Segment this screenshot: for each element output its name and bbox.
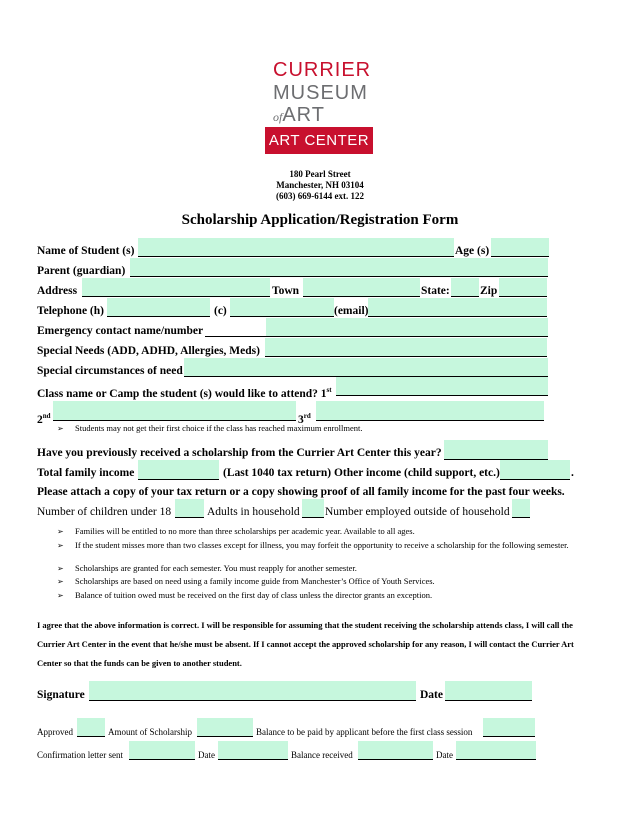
student-name-field[interactable] <box>138 238 454 257</box>
children-field[interactable] <box>175 499 204 518</box>
balance-received-field[interactable] <box>358 741 433 760</box>
telephone-label: Telephone (h) <box>37 305 104 317</box>
logo-museum: MUSEUM <box>273 82 368 104</box>
emergency-underline <box>205 335 266 337</box>
address-field[interactable] <box>82 278 270 297</box>
approved-label: Approved <box>37 727 73 737</box>
arrow-bullet-icon: ➢ <box>57 527 64 536</box>
third-sup: rd <box>303 412 311 420</box>
date2-field[interactable] <box>456 741 536 760</box>
second-label <box>37 409 51 427</box>
agreement-paragraph: I agree that the above information is correct. I will be responsible for assuming that the student receiving the scholarship attends class, I will call the Currier Art Center in the event that he/she must be absent. If I cannot accept the approved scholarship for any reason, I will contact the Currier Art Center so that the funds can be given to another student. <box>37 620 574 668</box>
class-second-field[interactable] <box>53 401 296 421</box>
cell-label: (c) <box>214 305 227 317</box>
first-sup: st <box>326 386 332 394</box>
other-income-field[interactable] <box>500 460 570 480</box>
total-income-field[interactable] <box>138 460 219 480</box>
balance-received-label: Balance received <box>291 750 353 760</box>
town-field[interactable] <box>303 278 420 297</box>
address-street: 180 Pearl Street <box>289 169 351 179</box>
special-circ-field[interactable] <box>184 358 548 377</box>
second-text: 2 <box>37 413 43 426</box>
parent-field[interactable] <box>130 258 548 277</box>
arrow-bullet-icon: ➢ <box>57 591 64 600</box>
special-needs-field[interactable] <box>265 338 547 357</box>
employed-field[interactable] <box>512 499 530 518</box>
policy-item: Balance of tuition owed must be received on the first day of class unless the director grants an exception. <box>75 590 433 600</box>
attach-copy-label: Please attach a copy of your tax return or a copy showing proof of all family income for the past four weeks. <box>37 486 565 498</box>
date1-label: Date <box>198 750 215 760</box>
address-phone: (603) 669-6144 ext. 122 <box>276 191 364 201</box>
zip-label: Zip <box>480 285 498 297</box>
date1-field[interactable] <box>218 741 288 760</box>
logo-currier: CURRIER <box>273 59 372 81</box>
special-circ-label: Special circumstances of need <box>37 365 183 377</box>
telephone-field[interactable] <box>107 298 210 317</box>
date2-label: Date <box>436 750 453 760</box>
logo-of: of <box>273 110 283 124</box>
emergency-label: Emergency contact name/number <box>37 325 204 337</box>
confirmation-label: Confirmation letter sent <box>37 750 123 760</box>
signature-field[interactable] <box>89 681 416 701</box>
amount-field[interactable] <box>197 718 253 737</box>
adults-field[interactable] <box>302 499 324 518</box>
third-text: 3 <box>298 413 304 426</box>
arrow-bullet-icon: ➢ <box>57 564 64 573</box>
state-field[interactable] <box>451 278 479 297</box>
approved-field[interactable] <box>77 718 105 737</box>
form-title: Scholarship Application/Registration Form <box>181 212 459 228</box>
class-first-field[interactable] <box>336 377 548 396</box>
amount-label: Amount of Scholarship <box>108 727 192 737</box>
second-sup: nd <box>42 412 51 420</box>
balance-paid-label: Balance to be paid by applicant before the first class session <box>256 727 473 737</box>
policy-item: Scholarships are based on need using a family income guide from Manchester’s Office of Youth Services. <box>75 576 435 586</box>
email-field[interactable] <box>368 298 547 317</box>
emergency-field[interactable] <box>266 318 548 337</box>
parent-label: Parent (guardian) <box>37 265 126 277</box>
other-income-label: (Last 1040 tax return) Other income (child support, etc.) <box>223 467 500 479</box>
age-label: Age (s) <box>455 245 490 257</box>
signature-label: Signature <box>37 689 85 701</box>
first-choice-note: Students may not get their first choice if the class has reached maximum enrollment. <box>75 423 363 433</box>
confirmation-field[interactable] <box>129 741 195 760</box>
policy-item: Families will be entitled to no more than three scholarships per academic year. Available to all ages. <box>75 526 415 536</box>
age-field[interactable] <box>491 238 549 257</box>
total-income-label: Total family income <box>37 467 135 479</box>
town-label: Town <box>272 285 300 297</box>
logo-art-center-band: ART CENTER <box>265 127 373 154</box>
prev-scholarship-field[interactable] <box>444 440 548 460</box>
arrow-bullet-icon: ➢ <box>57 577 64 586</box>
class-third-field[interactable] <box>316 401 544 421</box>
email-label: (email) <box>334 305 369 317</box>
policy-item: If the student misses more than two classes except for illness, you may forfeit the opportunity to receive a scholarship for the following semester. <box>75 540 569 550</box>
signature-date-field[interactable] <box>445 681 532 701</box>
other-income-end: . <box>571 467 574 479</box>
zip-field[interactable] <box>499 278 547 297</box>
class-name-label <box>37 383 332 401</box>
policy-item: Scholarships are granted for each semester. You must reapply for another semester. <box>75 563 357 573</box>
signature-date-label: Date <box>420 689 443 701</box>
adults-label: Adults in household <box>207 506 300 518</box>
children-label: Number of children under 18 <box>37 506 172 518</box>
prev-scholarship-label: Have you previously received a scholarship from the Currier Art Center this year? <box>37 447 442 459</box>
logo-art: ART <box>282 104 325 126</box>
address-label: Address <box>37 285 78 297</box>
balance-paid-field[interactable] <box>483 718 535 737</box>
cell-field[interactable] <box>230 298 334 317</box>
employed-label: Number employed outside of household <box>325 506 510 518</box>
address-city: Manchester, NH 03104 <box>276 180 364 190</box>
state-label: State: <box>421 285 450 297</box>
class-name-text: Class name or Camp the student (s) would like to attend? 1 <box>37 387 327 400</box>
special-needs-label: Special Needs (ADD, ADHD, Allergies, Meds) <box>37 345 260 357</box>
logo-of-art <box>273 105 325 127</box>
arrow-bullet-icon: ➢ <box>57 541 64 550</box>
student-name-label: Name of Student (s) <box>37 245 135 257</box>
arrow-bullet-icon: ➢ <box>57 424 64 433</box>
